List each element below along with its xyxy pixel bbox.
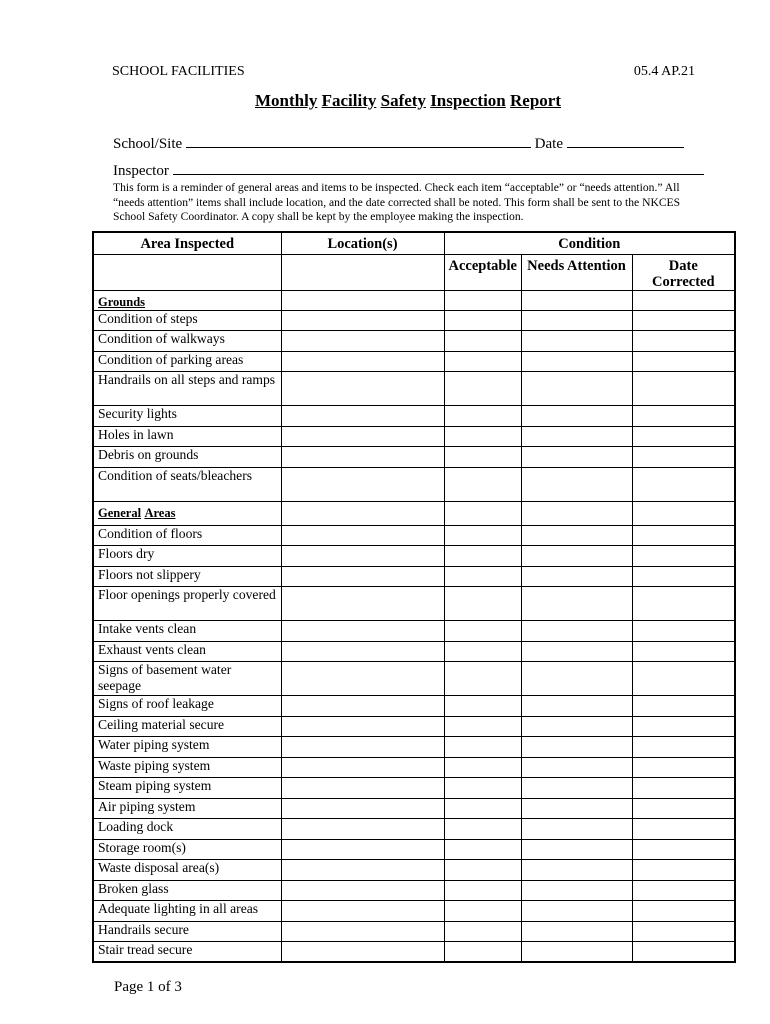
area-cell: Stair tread secure (93, 942, 281, 963)
acceptable-cell[interactable] (444, 696, 521, 717)
blank-cell (281, 290, 444, 310)
table-row (93, 406, 735, 427)
area-cell: Floors not slippery (93, 566, 281, 587)
table-row (93, 447, 735, 468)
location-cell[interactable] (281, 587, 444, 621)
header-right: 05.4 AP.21 (633, 64, 695, 79)
date-corrected-cell[interactable] (632, 525, 735, 546)
location-cell[interactable] (281, 467, 444, 501)
needs-attention-cell[interactable] (521, 798, 632, 819)
header-left: SCHOOL FACILITIES (112, 64, 245, 79)
date-corrected-cell[interactable] (632, 696, 735, 717)
blank-cell (632, 501, 735, 525)
table-row (93, 819, 735, 840)
date-corrected-cell[interactable] (632, 467, 735, 501)
acceptable-cell[interactable] (444, 860, 521, 881)
area-cell: Floor openings properly covered (93, 587, 281, 621)
date-corrected-cell[interactable] (632, 778, 735, 799)
location-cell[interactable] (281, 716, 444, 737)
table-row (93, 331, 735, 352)
area-cell: Waste disposal area(s) (93, 860, 281, 881)
needs-attention-cell[interactable] (521, 942, 632, 963)
date-corrected-cell[interactable] (632, 546, 735, 567)
blank-cell (281, 501, 444, 525)
table-row (93, 880, 735, 901)
date-corrected-cell[interactable] (632, 566, 735, 587)
area-cell: Handrails on all steps and ramps (93, 372, 281, 406)
condition-header: Condition (444, 232, 735, 254)
instructions: This form is a reminder of general areas and items to be inspected. Check each item “acceptable” or “needs attention.” All “needs attention” items shall include location, and the date corrected shall be noted. This form shall be sent to the NKCES School Safety Coordinator. A copy shall be kept by the employee making the inspection. (113, 181, 681, 223)
date-corrected-cell[interactable] (632, 798, 735, 819)
needs-attention-cell[interactable] (521, 447, 632, 468)
needs-attention-cell[interactable] (521, 921, 632, 942)
needs-attention-cell[interactable] (521, 860, 632, 881)
needs-attention-cell[interactable] (521, 778, 632, 799)
inspection-table (92, 231, 736, 963)
date-corrected-cell[interactable] (632, 921, 735, 942)
area-cell: Handrails secure (93, 921, 281, 942)
acceptable-cell[interactable] (444, 447, 521, 468)
acceptable-cell[interactable] (444, 310, 521, 331)
area-cell: Signs of basement water seepage (93, 662, 281, 696)
section-row (93, 290, 735, 310)
acceptable-cell[interactable] (444, 901, 521, 922)
area-cell: Floors dry (93, 546, 281, 567)
inspector-label: Inspector (113, 163, 169, 179)
location-cell[interactable] (281, 331, 444, 352)
title-word: Report (510, 91, 561, 110)
needs-attention-cell[interactable] (521, 331, 632, 352)
date-corrected-cell[interactable] (632, 351, 735, 372)
needs-attention-cell[interactable] (521, 406, 632, 427)
section-row (93, 501, 735, 525)
table-row (93, 942, 735, 963)
date-label: Date (534, 136, 563, 152)
date-corrected-cell[interactable] (632, 310, 735, 331)
section-general-areas (93, 501, 281, 525)
location-cell[interactable] (281, 351, 444, 372)
table-row (93, 860, 735, 881)
title-word: Facility (321, 91, 377, 110)
table-row (93, 372, 735, 406)
date-corrected-cell[interactable] (632, 901, 735, 922)
area-cell: Security lights (93, 406, 281, 427)
needs-attention-cell[interactable] (521, 587, 632, 621)
inspector-row (113, 162, 704, 180)
acceptable-cell[interactable] (444, 546, 521, 567)
table-row (93, 696, 735, 717)
table-row (93, 310, 735, 331)
area-cell: Exhaust vents clean (93, 641, 281, 662)
needs-attention-cell[interactable] (521, 426, 632, 447)
table-row (93, 778, 735, 799)
location-cell[interactable] (281, 525, 444, 546)
needs-attention-cell[interactable] (521, 310, 632, 331)
acceptable-cell[interactable] (444, 351, 521, 372)
acceptable-cell[interactable] (444, 757, 521, 778)
school-site-field[interactable] (186, 135, 531, 148)
acceptable-cell[interactable] (444, 587, 521, 621)
acceptable-cell[interactable] (444, 942, 521, 963)
school-site-row (113, 135, 684, 153)
area-cell: Condition of seats/bleachers (93, 467, 281, 501)
needs-attention-cell[interactable] (521, 757, 632, 778)
section-grounds-label: Grounds (98, 294, 146, 309)
location-cell[interactable] (281, 566, 444, 587)
needs-attention-cell[interactable] (521, 641, 632, 662)
area-cell: Holes in lawn (93, 426, 281, 447)
title-word: Monthly (255, 91, 318, 110)
blank-cell (281, 254, 444, 290)
date-corrected-cell[interactable] (632, 757, 735, 778)
needs-attention-cell[interactable] (521, 696, 632, 717)
table-row (93, 426, 735, 447)
acceptable-cell[interactable] (444, 566, 521, 587)
area-cell: Ceiling material secure (93, 716, 281, 737)
school-site-label: School/Site (113, 136, 183, 152)
inspector-field[interactable] (173, 162, 704, 175)
table-header-row (93, 232, 735, 254)
date-corrected-cell[interactable] (632, 447, 735, 468)
needs-attention-cell[interactable] (521, 546, 632, 567)
location-cell[interactable] (281, 798, 444, 819)
table-row (93, 351, 735, 372)
date-corrected-header: Date Corrected (632, 254, 735, 290)
table-row (93, 716, 735, 737)
location-cell[interactable] (281, 839, 444, 860)
location-cell[interactable] (281, 447, 444, 468)
date-corrected-cell[interactable] (632, 737, 735, 758)
area-cell: Water piping system (93, 737, 281, 758)
table-row (93, 621, 735, 642)
blank-cell (93, 254, 281, 290)
acceptable-cell[interactable] (444, 737, 521, 758)
area-cell: Condition of floors (93, 525, 281, 546)
table-row (93, 798, 735, 819)
location-cell[interactable] (281, 757, 444, 778)
location-cell[interactable] (281, 310, 444, 331)
location-cell[interactable] (281, 778, 444, 799)
date-corrected-cell[interactable] (632, 372, 735, 406)
location-cell[interactable] (281, 860, 444, 881)
table-row (93, 921, 735, 942)
location-cell[interactable] (281, 406, 444, 427)
needs-attention-cell[interactable] (521, 525, 632, 546)
area-cell: Steam piping system (93, 778, 281, 799)
location-cell[interactable] (281, 546, 444, 567)
acceptable-cell[interactable] (444, 621, 521, 642)
date-corrected-cell[interactable] (632, 839, 735, 860)
needs-attention-cell[interactable] (521, 819, 632, 840)
title-word: Inspection (430, 91, 506, 110)
table-row (93, 839, 735, 860)
section-grounds (93, 290, 281, 310)
blank-cell (444, 290, 521, 310)
location-cell[interactable] (281, 662, 444, 696)
needs-attention-cell[interactable] (521, 566, 632, 587)
area-cell: Adequate lighting in all areas (93, 901, 281, 922)
location-cell[interactable] (281, 696, 444, 717)
date-corrected-cell[interactable] (632, 662, 735, 696)
title-word: Safety (380, 91, 426, 110)
acceptable-cell[interactable] (444, 372, 521, 406)
acceptable-cell[interactable] (444, 641, 521, 662)
table-row (93, 467, 735, 501)
table-row (93, 662, 735, 696)
date-corrected-cell[interactable] (632, 716, 735, 737)
area-cell: Debris on grounds (93, 447, 281, 468)
area-cell: Intake vents clean (93, 621, 281, 642)
area-cell: Condition of parking areas (93, 351, 281, 372)
date-corrected-cell[interactable] (632, 621, 735, 642)
date-corrected-cell[interactable] (632, 641, 735, 662)
acceptable-cell[interactable] (444, 839, 521, 860)
location-cell[interactable] (281, 372, 444, 406)
date-corrected-cell[interactable] (632, 331, 735, 352)
area-cell: Storage room(s) (93, 839, 281, 860)
table-row (93, 566, 735, 587)
acceptable-cell[interactable] (444, 819, 521, 840)
acceptable-cell[interactable] (444, 467, 521, 501)
acceptable-cell[interactable] (444, 880, 521, 901)
section-areas-label: Areas (144, 506, 176, 520)
needs-attention-cell[interactable] (521, 467, 632, 501)
blank-cell (521, 501, 632, 525)
location-header: Location(s) (281, 232, 444, 254)
blank-cell (521, 290, 632, 310)
table-row (93, 641, 735, 662)
needs-attention-cell[interactable] (521, 901, 632, 922)
area-cell: Condition of walkways (93, 331, 281, 352)
table-row (93, 546, 735, 567)
needs-attention-cell[interactable] (521, 621, 632, 642)
acceptable-cell[interactable] (444, 798, 521, 819)
location-cell[interactable] (281, 621, 444, 642)
blank-cell (444, 501, 521, 525)
subheader-row (93, 254, 735, 290)
location-cell[interactable] (281, 921, 444, 942)
needs-attention-cell[interactable] (521, 662, 632, 696)
area-cell: Waste piping system (93, 757, 281, 778)
date-corrected-cell[interactable] (632, 587, 735, 621)
acceptable-cell[interactable] (444, 716, 521, 737)
blank-cell (632, 290, 735, 310)
acceptable-cell[interactable] (444, 426, 521, 447)
date-corrected-cell[interactable] (632, 406, 735, 427)
area-cell: Loading dock (93, 819, 281, 840)
location-cell[interactable] (281, 901, 444, 922)
table-row (93, 525, 735, 546)
area-cell: Air piping system (93, 798, 281, 819)
needs-attention-cell[interactable] (521, 839, 632, 860)
date-corrected-cell[interactable] (632, 942, 735, 963)
location-cell[interactable] (281, 737, 444, 758)
needs-attention-cell[interactable] (521, 880, 632, 901)
page-number: Page 1 of 3 (114, 979, 182, 995)
date-corrected-cell[interactable] (632, 860, 735, 881)
area-cell: Condition of steps (93, 310, 281, 331)
area-cell: Signs of roof leakage (93, 696, 281, 717)
date-corrected-cell[interactable] (632, 426, 735, 447)
acceptable-cell[interactable] (444, 525, 521, 546)
date-corrected-cell[interactable] (632, 880, 735, 901)
acceptable-cell[interactable] (444, 778, 521, 799)
needs-attention-cell[interactable] (521, 737, 632, 758)
section-general-label: General (98, 506, 142, 520)
table-row (93, 901, 735, 922)
acceptable-cell[interactable] (444, 331, 521, 352)
date-field[interactable] (567, 135, 684, 148)
needs-attention-cell[interactable] (521, 351, 632, 372)
table-row (93, 587, 735, 621)
location-cell[interactable] (281, 819, 444, 840)
area-cell: Broken glass (93, 880, 281, 901)
needs-attention-cell[interactable] (521, 372, 632, 406)
date-corrected-cell[interactable] (632, 819, 735, 840)
acceptable-cell[interactable] (444, 662, 521, 696)
acceptable-cell[interactable] (444, 921, 521, 942)
acceptable-header: Acceptable (444, 254, 521, 290)
table-row (93, 757, 735, 778)
needs-attention-cell[interactable] (521, 716, 632, 737)
location-cell[interactable] (281, 942, 444, 963)
location-cell[interactable] (281, 641, 444, 662)
table-row (93, 737, 735, 758)
location-cell[interactable] (281, 880, 444, 901)
location-cell[interactable] (281, 426, 444, 447)
acceptable-cell[interactable] (444, 406, 521, 427)
area-header: Area Inspected (93, 232, 281, 254)
needs-attention-header: Needs Attention (521, 254, 632, 290)
page-title (0, 91, 770, 111)
